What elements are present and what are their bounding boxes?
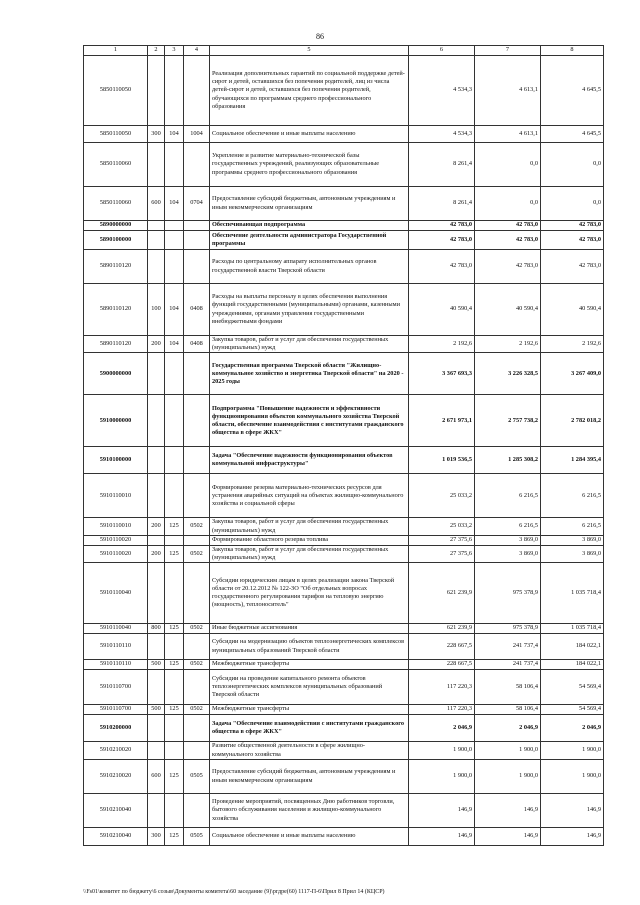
table-row bbox=[84, 221, 604, 231]
table-row bbox=[84, 705, 604, 715]
department-cell: 125 bbox=[165, 518, 184, 535]
amount-year1-cell: 2 046,9 bbox=[409, 715, 475, 742]
table-row bbox=[84, 828, 604, 846]
expense-type-cell bbox=[148, 143, 165, 187]
amount-year1-cell: 2 671 973,1 bbox=[409, 395, 475, 447]
column-header: 4 bbox=[184, 46, 210, 56]
amount-year2-cell: 58 106,4 bbox=[475, 670, 541, 705]
expense-type-cell: 500 bbox=[148, 705, 165, 715]
expense-type-cell: 200 bbox=[148, 518, 165, 535]
department-cell: 125 bbox=[165, 545, 184, 562]
description-cell: Социальное обеспечение и иные выплаты населению bbox=[210, 828, 409, 846]
expense-type-cell: 500 bbox=[148, 660, 165, 670]
department-cell: 125 bbox=[165, 828, 184, 846]
amount-year1-cell: 117 220,3 bbox=[409, 705, 475, 715]
amount-year2-cell: 6 216,5 bbox=[475, 474, 541, 518]
department-cell bbox=[165, 634, 184, 660]
department-cell: 125 bbox=[165, 760, 184, 794]
amount-year1-cell: 3 367 693,3 bbox=[409, 353, 475, 395]
description-cell: Формирование областного резерва топлива bbox=[210, 535, 409, 545]
expense-type-cell bbox=[148, 56, 165, 126]
code-cell: 5890110120 bbox=[84, 284, 148, 336]
section-cell bbox=[184, 794, 210, 828]
department-cell bbox=[165, 794, 184, 828]
description-cell: Социальное обеспечение и иные выплаты населению bbox=[210, 126, 409, 143]
amount-year1-cell: 25 033,2 bbox=[409, 518, 475, 535]
amount-year2-cell: 1 900,0 bbox=[475, 742, 541, 760]
table-row bbox=[84, 56, 604, 126]
section-cell bbox=[184, 535, 210, 545]
expense-type-cell bbox=[148, 395, 165, 447]
amount-year3-cell: 1 284 395,4 bbox=[541, 447, 604, 474]
code-cell: 5910110700 bbox=[84, 670, 148, 705]
amount-year3-cell: 3 869,0 bbox=[541, 545, 604, 562]
section-cell bbox=[184, 742, 210, 760]
expense-type-cell: 300 bbox=[148, 126, 165, 143]
section-cell: 1004 bbox=[184, 126, 210, 143]
description-cell: Обеспечение деятельности администратора Государственной программы bbox=[210, 231, 409, 250]
description-cell: Формирование резерва материально-технических ресурсов для устранения аварийных ситуаций на объектах жилищно-коммунального хозяйства и социальной сферы bbox=[210, 474, 409, 518]
amount-year3-cell: 146,9 bbox=[541, 828, 604, 846]
amount-year2-cell: 4 613,1 bbox=[475, 126, 541, 143]
amount-year3-cell: 4 645,5 bbox=[541, 56, 604, 126]
table-row bbox=[84, 760, 604, 794]
expense-type-cell bbox=[148, 634, 165, 660]
amount-year2-cell: 3 226 328,5 bbox=[475, 353, 541, 395]
expense-type-cell bbox=[148, 794, 165, 828]
department-cell: 104 bbox=[165, 336, 184, 353]
amount-year1-cell: 621 239,9 bbox=[409, 624, 475, 634]
section-cell: 0408 bbox=[184, 284, 210, 336]
amount-year1-cell: 1 900,0 bbox=[409, 760, 475, 794]
amount-year3-cell: 2 782 018,2 bbox=[541, 395, 604, 447]
amount-year2-cell: 1 285 308,2 bbox=[475, 447, 541, 474]
description-cell: Субсидии на проведение капитального ремонта объектов теплоэнергетических комплексов муниципальных образований Тверской области bbox=[210, 670, 409, 705]
amount-year2-cell: 0,0 bbox=[475, 187, 541, 221]
budget-table bbox=[83, 45, 604, 846]
amount-year2-cell: 3 869,0 bbox=[475, 545, 541, 562]
amount-year2-cell: 3 869,0 bbox=[475, 535, 541, 545]
expense-type-cell: 300 bbox=[148, 828, 165, 846]
amount-year2-cell: 6 216,5 bbox=[475, 518, 541, 535]
code-cell: 5850110060 bbox=[84, 187, 148, 221]
code-cell: 5910210040 bbox=[84, 794, 148, 828]
table-row bbox=[84, 518, 604, 535]
amount-year2-cell: 58 106,4 bbox=[475, 705, 541, 715]
code-cell: 5910200000 bbox=[84, 715, 148, 742]
footer-path: \\Fs01\комитет по бюджету\6 созыв\Документы комитета\60 заседание (9)\ргдре(60) 1117-П-6\Прил 8 Прил 14 (КЦСР) bbox=[83, 889, 385, 895]
amount-year3-cell: 2 192,6 bbox=[541, 336, 604, 353]
table-row bbox=[84, 250, 604, 284]
amount-year1-cell: 146,9 bbox=[409, 828, 475, 846]
column-header: 1 bbox=[84, 46, 148, 56]
section-cell bbox=[184, 634, 210, 660]
amount-year2-cell: 241 737,4 bbox=[475, 634, 541, 660]
amount-year2-cell: 42 783,0 bbox=[475, 250, 541, 284]
department-cell bbox=[165, 535, 184, 545]
description-cell: Закупка товаров, работ и услуг для обеспечения государственных (муниципальных) нужд bbox=[210, 518, 409, 535]
description-cell: Предоставление субсидий бюджетным, автономным учреждениям и иным некоммерческим организациям bbox=[210, 187, 409, 221]
amount-year3-cell: 1 900,0 bbox=[541, 760, 604, 794]
amount-year1-cell: 621 239,9 bbox=[409, 563, 475, 624]
amount-year2-cell: 975 378,9 bbox=[475, 563, 541, 624]
description-cell: Государственная программа Тверской области "Жилищно-коммунальное хозяйство и энергетика Тверской области" на 2020 - 2025 годы bbox=[210, 353, 409, 395]
expense-type-cell: 800 bbox=[148, 624, 165, 634]
code-cell: 5850110050 bbox=[84, 56, 148, 126]
amount-year3-cell: 4 645,5 bbox=[541, 126, 604, 143]
table-row bbox=[84, 474, 604, 518]
description-cell: Расходы по центральному аппарату исполнительных органов государственной власти Тверской области bbox=[210, 250, 409, 284]
expense-type-cell: 600 bbox=[148, 187, 165, 221]
code-cell: 5910100000 bbox=[84, 447, 148, 474]
amount-year3-cell: 6 216,5 bbox=[541, 474, 604, 518]
section-cell: 0704 bbox=[184, 187, 210, 221]
section-cell: 0502 bbox=[184, 705, 210, 715]
description-cell: Обеспечивающая подпрограмма bbox=[210, 221, 409, 231]
section-cell bbox=[184, 250, 210, 284]
code-cell: 5910000000 bbox=[84, 395, 148, 447]
description-cell: Субсидии на модернизацию объектов теплоэнергетических комплексов муниципальных образований Тверской области bbox=[210, 634, 409, 660]
code-cell: 5890110120 bbox=[84, 336, 148, 353]
amount-year3-cell: 184 022,1 bbox=[541, 660, 604, 670]
amount-year3-cell: 1 900,0 bbox=[541, 742, 604, 760]
column-header: 2 bbox=[148, 46, 165, 56]
expense-type-cell: 200 bbox=[148, 545, 165, 562]
expense-type-cell bbox=[148, 474, 165, 518]
code-cell: 5910110700 bbox=[84, 705, 148, 715]
code-cell: 5910110020 bbox=[84, 545, 148, 562]
section-cell: 0502 bbox=[184, 518, 210, 535]
amount-year3-cell: 3 267 409,0 bbox=[541, 353, 604, 395]
section-cell bbox=[184, 221, 210, 231]
department-cell bbox=[165, 563, 184, 624]
header-row bbox=[84, 46, 604, 56]
code-cell: 5890100000 bbox=[84, 231, 148, 250]
department-cell: 104 bbox=[165, 284, 184, 336]
table-row bbox=[84, 670, 604, 705]
expense-type-cell bbox=[148, 563, 165, 624]
amount-year3-cell: 1 035 718,4 bbox=[541, 624, 604, 634]
amount-year1-cell: 8 261,4 bbox=[409, 187, 475, 221]
description-cell: Межбюджетные трансферты bbox=[210, 660, 409, 670]
code-cell: 5910110010 bbox=[84, 518, 148, 535]
amount-year1-cell: 2 192,6 bbox=[409, 336, 475, 353]
amount-year1-cell: 228 667,5 bbox=[409, 660, 475, 670]
section-cell bbox=[184, 395, 210, 447]
amount-year1-cell: 4 534,3 bbox=[409, 56, 475, 126]
expense-type-cell: 100 bbox=[148, 284, 165, 336]
department-cell: 125 bbox=[165, 624, 184, 634]
section-cell bbox=[184, 447, 210, 474]
department-cell: 104 bbox=[165, 126, 184, 143]
amount-year2-cell: 1 900,0 bbox=[475, 760, 541, 794]
section-cell bbox=[184, 715, 210, 742]
amount-year3-cell: 146,9 bbox=[541, 794, 604, 828]
table-row bbox=[84, 395, 604, 447]
description-cell: Расходы на выплаты персоналу в целях обеспечения выполнения функций государственными (муниципальными) органами, казенными учреждениями, органами управления государственными внебюджетными фондами bbox=[210, 284, 409, 336]
expense-type-cell bbox=[148, 231, 165, 250]
table-row bbox=[84, 545, 604, 562]
page-number: 86 bbox=[316, 32, 324, 41]
section-cell bbox=[184, 56, 210, 126]
table-row bbox=[84, 624, 604, 634]
code-cell: 5910210040 bbox=[84, 828, 148, 846]
table-row bbox=[84, 742, 604, 760]
amount-year3-cell: 40 590,4 bbox=[541, 284, 604, 336]
amount-year2-cell: 4 613,1 bbox=[475, 56, 541, 126]
amount-year2-cell: 2 757 738,2 bbox=[475, 395, 541, 447]
section-cell: 0502 bbox=[184, 660, 210, 670]
department-cell bbox=[165, 221, 184, 231]
description-cell: Проведение мероприятий, посвященных Дню работников торговли, бытового обслуживания населения и жилищно-коммунального хозяйства bbox=[210, 794, 409, 828]
table-row bbox=[84, 634, 604, 660]
table-row bbox=[84, 447, 604, 474]
section-cell bbox=[184, 143, 210, 187]
department-cell bbox=[165, 395, 184, 447]
description-cell: Развитие общественной деятельности в сфере жилищно-коммунального хозяйства bbox=[210, 742, 409, 760]
department-cell bbox=[165, 250, 184, 284]
table-body bbox=[84, 56, 604, 846]
code-cell: 5910110110 bbox=[84, 634, 148, 660]
amount-year1-cell: 27 375,6 bbox=[409, 545, 475, 562]
amount-year1-cell: 1 900,0 bbox=[409, 742, 475, 760]
code-cell: 5910210020 bbox=[84, 742, 148, 760]
description-cell: Подпрограмма "Повышение надежности и эффективности функционирования объектов коммунального хозяйства Тверской области, обеспечение взаимодействия с институтами гражданского общества в сфере ЖКХ" bbox=[210, 395, 409, 447]
department-cell: 104 bbox=[165, 187, 184, 221]
code-cell: 5910210020 bbox=[84, 760, 148, 794]
amount-year3-cell: 0,0 bbox=[541, 143, 604, 187]
description-cell: Межбюджетные трансферты bbox=[210, 705, 409, 715]
amount-year1-cell: 8 261,4 bbox=[409, 143, 475, 187]
expense-type-cell bbox=[148, 250, 165, 284]
department-cell bbox=[165, 715, 184, 742]
code-cell: 5890000000 bbox=[84, 221, 148, 231]
code-cell: 5910110040 bbox=[84, 624, 148, 634]
amount-year2-cell: 40 590,4 bbox=[475, 284, 541, 336]
code-cell: 5900000000 bbox=[84, 353, 148, 395]
table-row bbox=[84, 187, 604, 221]
amount-year3-cell: 1 035 718,4 bbox=[541, 563, 604, 624]
table-row bbox=[84, 660, 604, 670]
department-cell: 125 bbox=[165, 660, 184, 670]
amount-year2-cell: 0,0 bbox=[475, 143, 541, 187]
code-cell: 5890110120 bbox=[84, 250, 148, 284]
department-cell bbox=[165, 143, 184, 187]
amount-year2-cell: 975 378,9 bbox=[475, 624, 541, 634]
expense-type-cell bbox=[148, 447, 165, 474]
amount-year1-cell: 146,9 bbox=[409, 794, 475, 828]
expense-type-cell bbox=[148, 742, 165, 760]
amount-year3-cell: 42 783,0 bbox=[541, 231, 604, 250]
section-cell: 0505 bbox=[184, 760, 210, 794]
table-row bbox=[84, 563, 604, 624]
table-row bbox=[84, 231, 604, 250]
amount-year3-cell: 0,0 bbox=[541, 187, 604, 221]
department-cell bbox=[165, 742, 184, 760]
description-cell: Задача "Обеспечение взаимодействия с институтами гражданского общества в сфере ЖКХ" bbox=[210, 715, 409, 742]
description-cell: Закупка товаров, работ и услуг для обеспечения государственных (муниципальных) нужд bbox=[210, 336, 409, 353]
amount-year3-cell: 42 783,0 bbox=[541, 250, 604, 284]
section-cell bbox=[184, 563, 210, 624]
section-cell bbox=[184, 474, 210, 518]
code-cell: 5850110060 bbox=[84, 143, 148, 187]
amount-year1-cell: 42 783,0 bbox=[409, 231, 475, 250]
table-row bbox=[84, 284, 604, 336]
department-cell bbox=[165, 670, 184, 705]
table-row bbox=[84, 336, 604, 353]
expense-type-cell bbox=[148, 221, 165, 231]
department-cell bbox=[165, 231, 184, 250]
amount-year2-cell: 2 046,9 bbox=[475, 715, 541, 742]
amount-year1-cell: 117 220,3 bbox=[409, 670, 475, 705]
column-header: 8 bbox=[541, 46, 604, 56]
amount-year2-cell: 2 192,6 bbox=[475, 336, 541, 353]
code-cell: 5910110110 bbox=[84, 660, 148, 670]
amount-year3-cell: 6 216,5 bbox=[541, 518, 604, 535]
description-cell: Субсидии юридическим лицам в целях реализации закона Тверской области от 20.12.2012 № 122-ЗО "Об отдельных вопросах государственного регулирования тарифов на тепловую энергию (мощность), теплоноситель" bbox=[210, 563, 409, 624]
amount-year1-cell: 4 534,3 bbox=[409, 126, 475, 143]
table-row bbox=[84, 353, 604, 395]
code-cell: 5910110020 bbox=[84, 535, 148, 545]
section-cell bbox=[184, 353, 210, 395]
section-cell: 0408 bbox=[184, 336, 210, 353]
column-header: 5 bbox=[210, 46, 409, 56]
amount-year3-cell: 184 022,1 bbox=[541, 634, 604, 660]
description-cell: Закупка товаров, работ и услуг для обеспечения государственных (муниципальных) нужд bbox=[210, 545, 409, 562]
code-cell: 5850110050 bbox=[84, 126, 148, 143]
table-row bbox=[84, 535, 604, 545]
table-row bbox=[84, 126, 604, 143]
column-header: 7 bbox=[475, 46, 541, 56]
expense-type-cell bbox=[148, 353, 165, 395]
expense-type-cell: 600 bbox=[148, 760, 165, 794]
amount-year1-cell: 42 783,0 bbox=[409, 221, 475, 231]
amount-year1-cell: 27 375,6 bbox=[409, 535, 475, 545]
amount-year1-cell: 228 667,5 bbox=[409, 634, 475, 660]
amount-year2-cell: 146,9 bbox=[475, 794, 541, 828]
amount-year2-cell: 241 737,4 bbox=[475, 660, 541, 670]
amount-year3-cell: 54 569,4 bbox=[541, 670, 604, 705]
expense-type-cell bbox=[148, 670, 165, 705]
table-row bbox=[84, 715, 604, 742]
description-cell: Задача "Обеспечение надежности функционирования объектов коммунальной инфраструктуры" bbox=[210, 447, 409, 474]
description-cell: Иные бюджетные ассигнования bbox=[210, 624, 409, 634]
code-cell: 5910110040 bbox=[84, 563, 148, 624]
table-row bbox=[84, 794, 604, 828]
amount-year2-cell: 146,9 bbox=[475, 828, 541, 846]
amount-year2-cell: 42 783,0 bbox=[475, 221, 541, 231]
amount-year3-cell: 54 569,4 bbox=[541, 705, 604, 715]
column-header: 6 bbox=[409, 46, 475, 56]
table-row bbox=[84, 143, 604, 187]
amount-year1-cell: 40 590,4 bbox=[409, 284, 475, 336]
description-cell: Реализация дополнительных гарантий по социальной поддержке детей-сирот и детей, оставшихся без попечения родителей, лиц из числа детей-сирот и детей, оставшихся без попечения родителей, обучающихся по программам среднего профессионального образования bbox=[210, 56, 409, 126]
description-cell: Предоставление субсидий бюджетным, автономным учреждениям и иным некоммерческим организациям bbox=[210, 760, 409, 794]
department-cell: 125 bbox=[165, 705, 184, 715]
amount-year1-cell: 42 783,0 bbox=[409, 250, 475, 284]
department-cell bbox=[165, 474, 184, 518]
amount-year3-cell: 42 783,0 bbox=[541, 221, 604, 231]
amount-year1-cell: 25 033,2 bbox=[409, 474, 475, 518]
expense-type-cell: 200 bbox=[148, 336, 165, 353]
amount-year1-cell: 1 019 536,5 bbox=[409, 447, 475, 474]
department-cell bbox=[165, 447, 184, 474]
expense-type-cell bbox=[148, 715, 165, 742]
section-cell: 0502 bbox=[184, 624, 210, 634]
amount-year2-cell: 42 783,0 bbox=[475, 231, 541, 250]
amount-year3-cell: 3 869,0 bbox=[541, 535, 604, 545]
code-cell: 5910110010 bbox=[84, 474, 148, 518]
column-header: 3 bbox=[165, 46, 184, 56]
section-cell bbox=[184, 231, 210, 250]
section-cell bbox=[184, 670, 210, 705]
expense-type-cell bbox=[148, 535, 165, 545]
amount-year3-cell: 2 046,9 bbox=[541, 715, 604, 742]
section-cell: 0505 bbox=[184, 828, 210, 846]
section-cell: 0502 bbox=[184, 545, 210, 562]
department-cell bbox=[165, 56, 184, 126]
description-cell: Укрепление и развитие материально-технической базы государственных учреждений, реализующих образовательные программы среднего профессионального образования bbox=[210, 143, 409, 187]
department-cell bbox=[165, 353, 184, 395]
